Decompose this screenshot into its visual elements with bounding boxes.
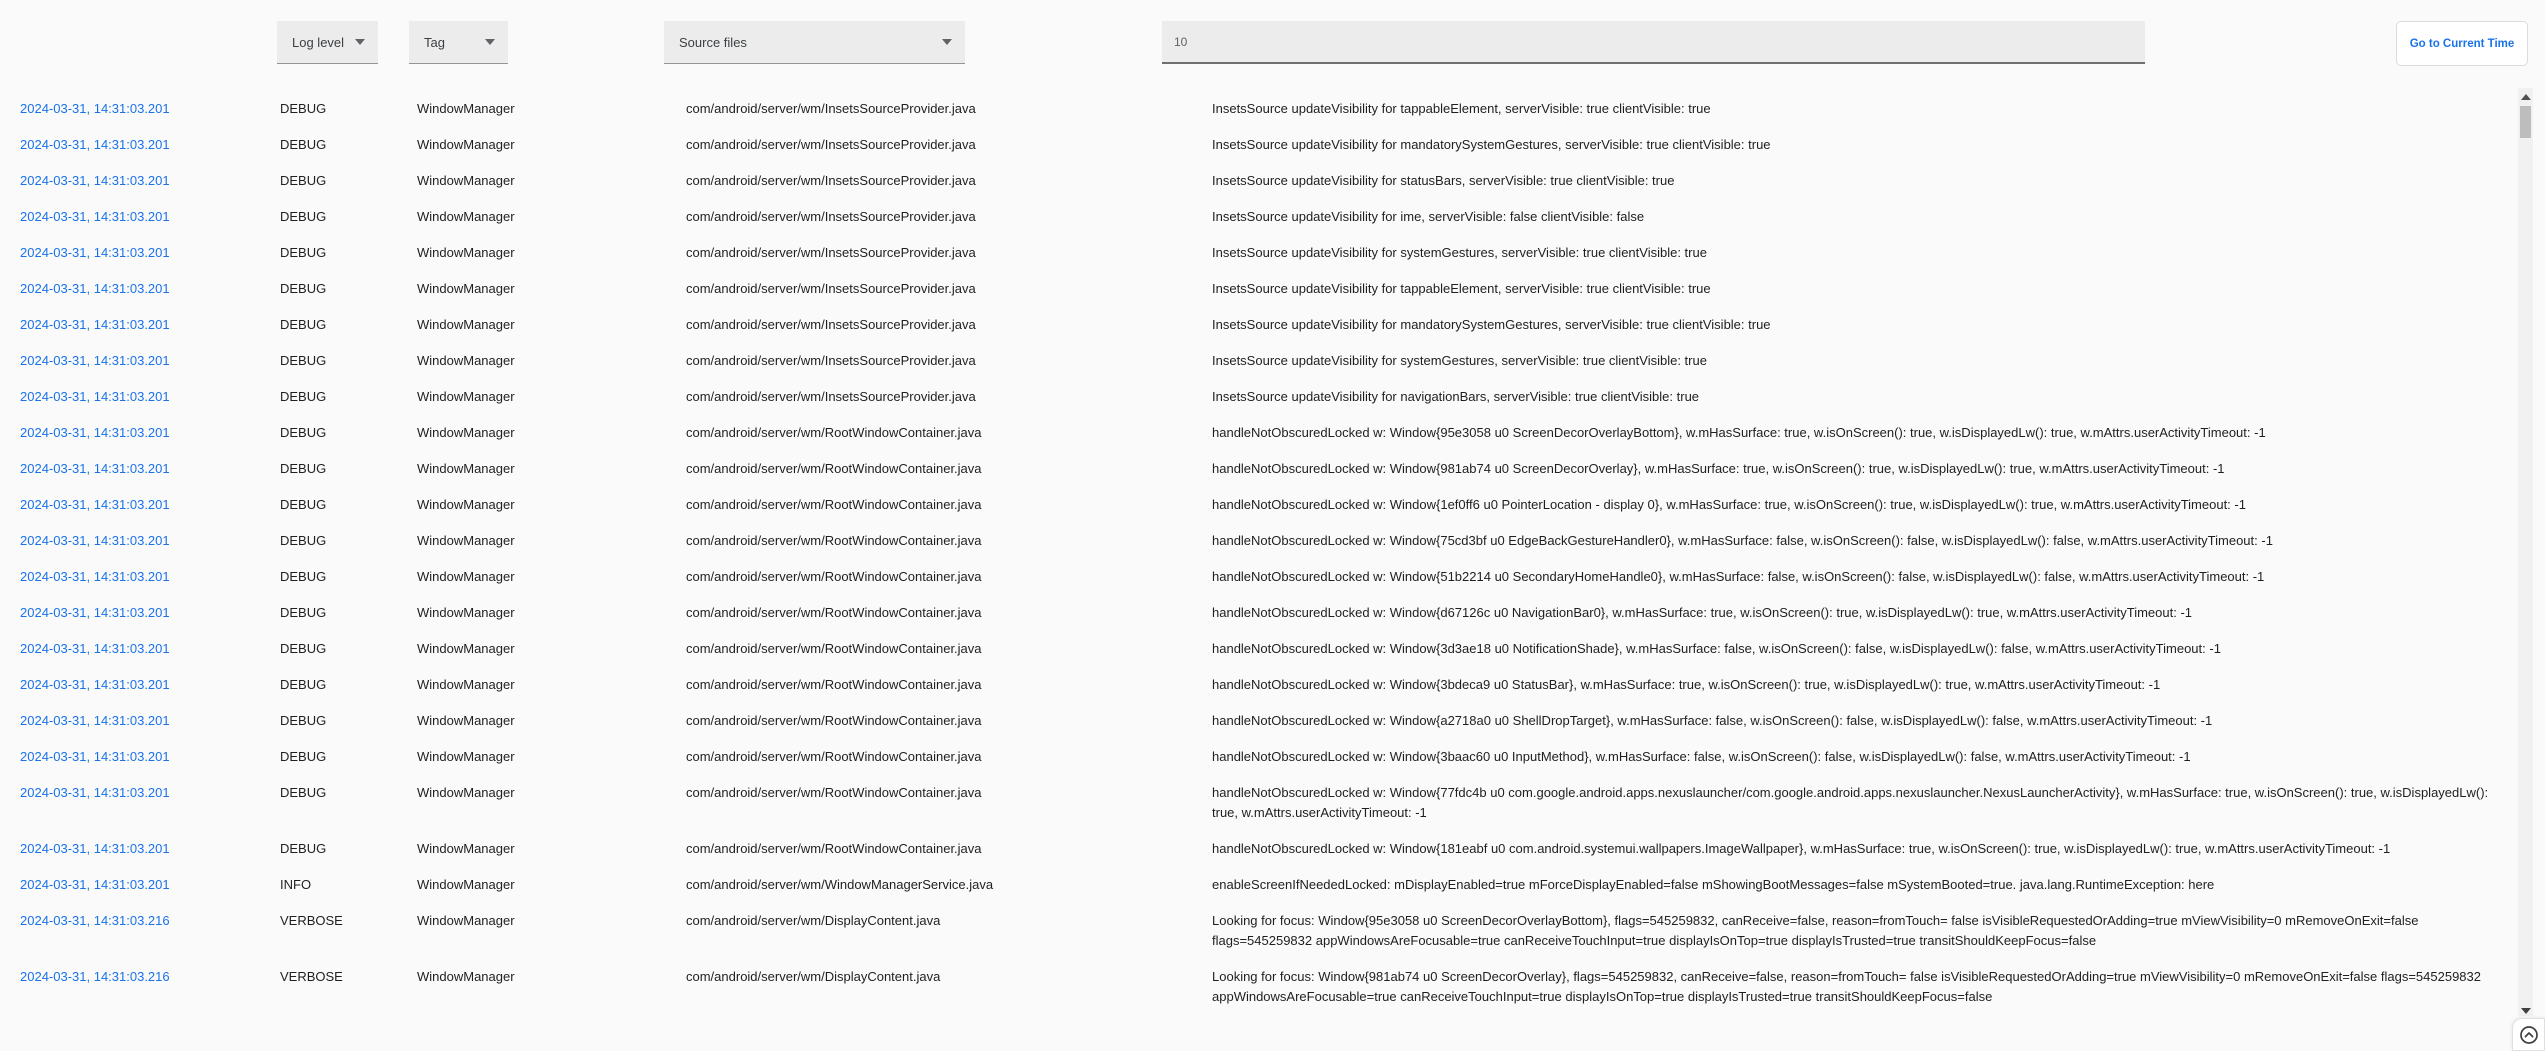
chevron-down-icon [942, 39, 952, 45]
timestamp-link[interactable]: 2024-03-31, 14:31:03.201 [20, 281, 170, 296]
log-row [0, 831, 2518, 867]
log-message-cell: handleNotObscuredLocked w: Window{181eabf u0 com.android.systemui.wallpapers.ImageWallpaper}, w.mHasSurface: true, w.isOnScreen(): true, w.isDisplayedLw(): true, w.mAttrs.userActivityTimeout: -1 [1212, 841, 2391, 856]
log-level-cell: DEBUG [280, 533, 327, 548]
log-tag-cell: WindowManager [417, 137, 515, 152]
log-row [0, 959, 2518, 1015]
filter-toolbar [0, 0, 2545, 90]
time-window-input[interactable] [1162, 21, 2145, 64]
scrollbar-down-arrow-icon[interactable] [2521, 1008, 2531, 1014]
log-message-cell: handleNotObscuredLocked w: Window{51b2214 u0 SecondaryHomeHandle0}, w.mHasSurface: false, w.isOnScreen(): false, w.isDisplayedLw(): false, w.mAttrs.userActivityTimeout: -1 [1212, 569, 2265, 584]
log-message-cell: handleNotObscuredLocked w: Window{d67126c u0 NavigationBar0}, w.mHasSurface: true, w.isOnScreen(): true, w.isDisplayedLw(): true, w.mAttrs.userActivityTimeout: -1 [1212, 605, 2193, 620]
log-tag-cell: WindowManager [417, 533, 515, 548]
log-message-cell: enableScreenIfNeededLocked: mDisplayEnabled=true mForceDisplayEnabled=false mShowingBootMessages=false mSystemBooted=true. java.lang.RuntimeException: here [1212, 877, 2215, 892]
log-level-select[interactable] [277, 21, 378, 64]
log-tag-cell: WindowManager [417, 245, 515, 260]
log-message-cell: handleNotObscuredLocked w: Window{1ef0ff6 u0 PointerLocation - display 0}, w.mHasSurface: true, w.isOnScreen(): true, w.isDisplayedLw(): true, w.mAttrs.userActivityTimeout: -1 [1212, 497, 2246, 512]
log-tag-cell: WindowManager [417, 841, 515, 856]
vertical-scrollbar[interactable] [2518, 88, 2533, 1016]
source-file-cell: com/android/server/wm/RootWindowContainer.java [686, 841, 982, 856]
log-level-select-label: Log level [292, 34, 345, 50]
log-message-cell: handleNotObscuredLocked w: Window{95e3058 u0 ScreenDecorOverlayBottom}, w.mHasSurface: true, w.isOnScreen(): true, w.isDisplayedLw(): true, w.mAttrs.userActivityTimeout: -1 [1212, 425, 2266, 440]
log-tag-cell: WindowManager [417, 389, 515, 404]
log-level-cell: DEBUG [280, 461, 327, 476]
timestamp-link[interactable]: 2024-03-31, 14:31:03.201 [20, 749, 170, 764]
timestamp-link[interactable]: 2024-03-31, 14:31:03.201 [20, 877, 170, 892]
log-message-cell: InsetsSource updateVisibility for mandatorySystemGestures, serverVisible: true clientVisible: true [1212, 317, 1771, 332]
log-tag-cell: WindowManager [417, 497, 515, 512]
log-message-cell: InsetsSource updateVisibility for ime, serverVisible: false clientVisible: false [1212, 209, 1645, 224]
log-message-cell: InsetsSource updateVisibility for tappableElement, serverVisible: true clientVisible: true [1212, 101, 1711, 116]
timestamp-link[interactable]: 2024-03-31, 14:31:03.201 [20, 317, 170, 332]
source-file-cell: com/android/server/wm/InsetsSourceProvider.java [686, 281, 976, 296]
timestamp-link[interactable]: 2024-03-31, 14:31:03.201 [20, 677, 170, 692]
log-level-cell: DEBUG [280, 841, 327, 856]
log-message-cell: InsetsSource updateVisibility for tappableElement, serverVisible: true clientVisible: true [1212, 281, 1711, 296]
log-row [0, 667, 2518, 703]
log-level-cell: DEBUG [280, 101, 327, 116]
log-tag-cell: WindowManager [417, 749, 515, 764]
source-file-cell: com/android/server/wm/RootWindowContainer.java [686, 569, 982, 584]
log-tag-cell: WindowManager [417, 969, 515, 984]
log-row [0, 867, 2518, 903]
log-row [0, 91, 2518, 127]
log-message-cell: InsetsSource updateVisibility for statusBars, serverVisible: true clientVisible: true [1212, 173, 1675, 188]
log-level-cell: DEBUG [280, 137, 327, 152]
tag-select-label: Tag [424, 34, 445, 50]
log-message-cell: handleNotObscuredLocked w: Window{981ab74 u0 ScreenDecorOverlay}, w.mHasSurface: true, w.isOnScreen(): true, w.isDisplayedLw(): true, w.mAttrs.userActivityTimeout: -1 [1212, 461, 2225, 476]
source-file-cell: com/android/server/wm/RootWindowContainer.java [686, 497, 982, 512]
timestamp-link[interactable]: 2024-03-31, 14:31:03.201 [20, 353, 170, 368]
source-file-cell: com/android/server/wm/RootWindowContainer.java [686, 641, 982, 656]
log-tag-cell: WindowManager [417, 317, 515, 332]
timestamp-link[interactable]: 2024-03-31, 14:31:03.201 [20, 605, 170, 620]
scrollbar-thumb[interactable] [2520, 106, 2531, 138]
source-file-cell: com/android/server/wm/InsetsSourceProvider.java [686, 137, 976, 152]
timestamp-link[interactable]: 2024-03-31, 14:31:03.201 [20, 841, 170, 856]
log-level-cell: DEBUG [280, 245, 327, 260]
source-file-cell: com/android/server/wm/InsetsSourceProvider.java [686, 173, 976, 188]
timestamp-link[interactable]: 2024-03-31, 14:31:03.201 [20, 137, 170, 152]
log-row [0, 163, 2518, 199]
source-file-cell: com/android/server/wm/RootWindowContainer.java [686, 677, 982, 692]
log-message-cell: handleNotObscuredLocked w: Window{3d3ae18 u0 NotificationShade}, w.mHasSurface: false, w.isOnScreen(): false, w.isDisplayedLw(): false, w.mAttrs.userActivityTimeout: -1 [1212, 641, 2221, 656]
log-row [0, 307, 2518, 343]
log-message-cell: InsetsSource updateVisibility for systemGestures, serverVisible: true clientVisible: true [1212, 353, 1707, 368]
source-files-select-label: Source files [679, 34, 747, 50]
timestamp-link[interactable]: 2024-03-31, 14:31:03.201 [20, 101, 170, 116]
log-row [0, 199, 2518, 235]
log-row [0, 775, 2518, 831]
log-row [0, 703, 2518, 739]
log-tag-cell: WindowManager [417, 713, 515, 728]
log-row [0, 415, 2518, 451]
source-file-cell: com/android/server/wm/RootWindowContainer.java [686, 785, 982, 800]
log-row [0, 271, 2518, 307]
log-tag-cell: WindowManager [417, 877, 515, 892]
log-table [0, 91, 2518, 1015]
source-file-cell: com/android/server/wm/RootWindowContainer.java [686, 425, 982, 440]
log-level-cell: VERBOSE [280, 913, 343, 928]
log-row [0, 127, 2518, 163]
go-to-current-time-button[interactable]: Go to Current Time [2396, 21, 2528, 66]
chevron-down-icon [485, 39, 495, 45]
timestamp-link[interactable]: 2024-03-31, 14:31:03.201 [20, 533, 170, 548]
timestamp-link[interactable]: 2024-03-31, 14:31:03.201 [20, 785, 170, 800]
log-message-cell: InsetsSource updateVisibility for systemGestures, serverVisible: true clientVisible: true [1212, 245, 1707, 260]
log-tag-cell: WindowManager [417, 785, 515, 800]
log-message-cell: InsetsSource updateVisibility for navigationBars, serverVisible: true clientVisible: true [1212, 389, 1700, 404]
timestamp-link[interactable]: 2024-03-31, 14:31:03.201 [20, 641, 170, 656]
source-file-cell: com/android/server/wm/InsetsSourceProvider.java [686, 101, 976, 116]
log-row [0, 235, 2518, 271]
log-row [0, 631, 2518, 667]
source-file-cell: com/android/server/wm/DisplayContent.java [686, 913, 941, 928]
log-row [0, 739, 2518, 775]
log-message-cell: handleNotObscuredLocked w: Window{77fdc4b u0 com.google.android.apps.nexuslauncher/com.google.android.apps.nexuslauncher.NexusLauncherActivity}, w.mHasSurface: true, w.isOnScreen(): true, w.isDisplayedLw(): true, w.mAttrs.userActivityTimeout: -1 [1212, 785, 2489, 820]
source-file-cell: com/android/server/wm/RootWindowContainer.java [686, 605, 982, 620]
timestamp-link[interactable]: 2024-03-31, 14:31:03.201 [20, 389, 170, 404]
source-file-cell: com/android/server/wm/RootWindowContainer.java [686, 713, 982, 728]
scroll-to-top-button[interactable] [2512, 1018, 2545, 1051]
log-row [0, 343, 2518, 379]
log-level-cell: INFO [280, 877, 312, 892]
timestamp-link[interactable]: 2024-03-31, 14:31:03.201 [20, 209, 170, 224]
timestamp-link[interactable]: 2024-03-31, 14:31:03.201 [20, 497, 170, 512]
log-level-cell: DEBUG [280, 497, 327, 512]
log-tag-cell: WindowManager [417, 461, 515, 476]
log-row [0, 379, 2518, 415]
log-message-cell: handleNotObscuredLocked w: Window{75cd3bf u0 EdgeBackGestureHandler0}, w.mHasSurface: false, w.isOnScreen(): false, w.isDisplayedLw(): false, w.mAttrs.userActivityTimeout: -1 [1212, 533, 2273, 548]
timestamp-link[interactable]: 2024-03-31, 14:31:03.201 [20, 461, 170, 476]
log-row [0, 595, 2518, 631]
log-tag-cell: WindowManager [417, 569, 515, 584]
log-level-cell: DEBUG [280, 389, 327, 404]
log-tag-cell: WindowManager [417, 677, 515, 692]
source-file-cell: com/android/server/wm/RootWindowContainer.java [686, 461, 982, 476]
log-level-cell: DEBUG [280, 569, 327, 584]
chevron-down-icon [355, 39, 365, 45]
log-message-cell: handleNotObscuredLocked w: Window{3bdeca9 u0 StatusBar}, w.mHasSurface: true, w.isOnScreen(): true, w.isDisplayedLw(): true, w.mAttrs.userActivityTimeout: -1 [1212, 677, 2161, 692]
log-level-cell: DEBUG [280, 209, 327, 224]
log-level-cell: VERBOSE [280, 969, 343, 984]
log-row [0, 903, 2518, 959]
circle-chevron-up-icon [2518, 1024, 2540, 1046]
source-file-cell: com/android/server/wm/InsetsSourceProvider.java [686, 389, 976, 404]
log-tag-cell: WindowManager [417, 425, 515, 440]
source-file-cell: com/android/server/wm/WindowManagerService.java [686, 877, 994, 892]
log-level-cell: DEBUG [280, 605, 327, 620]
log-level-cell: DEBUG [280, 677, 327, 692]
timestamp-link[interactable]: 2024-03-31, 14:31:03.201 [20, 569, 170, 584]
log-row [0, 451, 2518, 487]
log-level-cell: DEBUG [280, 281, 327, 296]
log-message-cell: handleNotObscuredLocked w: Window{a2718a0 u0 ShellDropTarget}, w.mHasSurface: false, w.isOnScreen(): false, w.isDisplayedLw(): false, w.mAttrs.userActivityTimeout: -1 [1212, 713, 2213, 728]
log-row [0, 523, 2518, 559]
source-file-cell: com/android/server/wm/RootWindowContainer.java [686, 533, 982, 548]
timestamp-link[interactable]: 2024-03-31, 14:31:03.201 [20, 173, 170, 188]
log-message-cell: Looking for focus: Window{981ab74 u0 ScreenDecorOverlay}, flags=545259832, canReceive=false, reason=fromTouch= false isVisibleRequestedOrAdding=true mViewVisibility=0 mRemoveOnExit=false flags=545259832 appWindowsAreFocusable=true canReceiveTouchInput=true displayIsOnTop=true displayIsTrusted=true transitShouldKeepFocus=false [1212, 969, 2481, 1004]
log-message-cell: handleNotObscuredLocked w: Window{3baac60 u0 InputMethod}, w.mHasSurface: false, w.isOnScreen(): false, w.isDisplayedLw(): false, w.mAttrs.userActivityTimeout: -1 [1212, 749, 2191, 764]
source-file-cell: com/android/server/wm/DisplayContent.java [686, 969, 941, 984]
log-tag-cell: WindowManager [417, 101, 515, 116]
log-row [0, 487, 2518, 523]
log-tag-cell: WindowManager [417, 641, 515, 656]
tag-select[interactable] [409, 21, 508, 64]
log-tag-cell: WindowManager [417, 913, 515, 928]
timestamp-link[interactable]: 2024-03-31, 14:31:03.216 [20, 913, 170, 928]
log-level-cell: DEBUG [280, 713, 327, 728]
scrollbar-up-arrow-icon[interactable] [2521, 94, 2531, 100]
log-level-cell: DEBUG [280, 353, 327, 368]
log-row [0, 559, 2518, 595]
log-level-cell: DEBUG [280, 173, 327, 188]
source-file-cell: com/android/server/wm/RootWindowContainer.java [686, 749, 982, 764]
source-files-select[interactable] [664, 21, 965, 64]
log-message-cell: Looking for focus: Window{95e3058 u0 ScreenDecorOverlayBottom}, flags=545259832, canReceive=false, reason=fromTouch= false isVisibleRequestedOrAdding=true mViewVisibility=0 mRemoveOnExit=false flags=545259832 appWindowsAreFocusable=true canReceiveTouchInput=true displayIsOnTop=true displayIsTrusted=true transitShouldKeepFocus=false [1212, 913, 2419, 948]
log-level-cell: DEBUG [280, 785, 327, 800]
log-level-cell: DEBUG [280, 641, 327, 656]
log-tag-cell: WindowManager [417, 173, 515, 188]
timestamp-link[interactable]: 2024-03-31, 14:31:03.201 [20, 245, 170, 260]
log-tag-cell: WindowManager [417, 605, 515, 620]
timestamp-link[interactable]: 2024-03-31, 14:31:03.201 [20, 425, 170, 440]
log-tag-cell: WindowManager [417, 209, 515, 224]
source-file-cell: com/android/server/wm/InsetsSourceProvider.java [686, 209, 976, 224]
log-tag-cell: WindowManager [417, 281, 515, 296]
log-level-cell: DEBUG [280, 317, 327, 332]
source-file-cell: com/android/server/wm/InsetsSourceProvider.java [686, 353, 976, 368]
log-message-cell: InsetsSource updateVisibility for mandatorySystemGestures, serverVisible: true clientVisible: true [1212, 137, 1771, 152]
log-tag-cell: WindowManager [417, 353, 515, 368]
timestamp-link[interactable]: 2024-03-31, 14:31:03.216 [20, 969, 170, 984]
log-level-cell: DEBUG [280, 425, 327, 440]
source-file-cell: com/android/server/wm/InsetsSourceProvider.java [686, 317, 976, 332]
timestamp-link[interactable]: 2024-03-31, 14:31:03.201 [20, 713, 170, 728]
source-file-cell: com/android/server/wm/InsetsSourceProvider.java [686, 245, 976, 260]
log-level-cell: DEBUG [280, 749, 327, 764]
